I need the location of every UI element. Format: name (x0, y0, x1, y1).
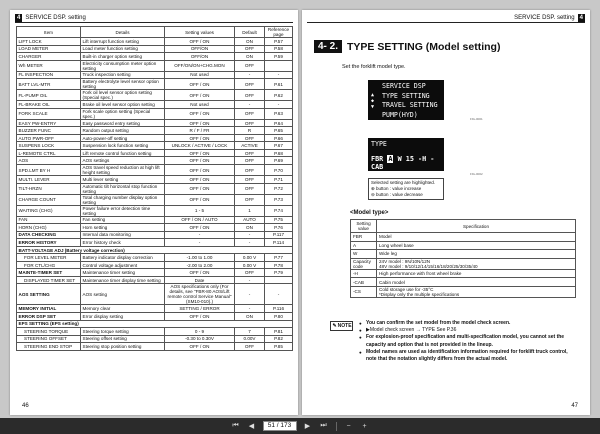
selection-note-line: ⊕ button : value increase (371, 186, 422, 191)
table-cell: P.81 (265, 328, 293, 336)
table-cell: P.64 (265, 119, 293, 127)
service-settings-table (16, 26, 293, 351)
table-cell: OFF / ON (165, 108, 235, 119)
table-row (17, 205, 293, 216)
table-cell: Easy password entry setting (81, 119, 165, 127)
table-cell: OFF (235, 149, 265, 157)
table-cell: FOR LEVEL METER (17, 254, 81, 262)
table-cell: Steering offset setting (81, 335, 165, 343)
model-cell: FBR (351, 233, 377, 242)
table-cell: Multi lever setting (81, 176, 165, 184)
table-cell: - (235, 284, 265, 305)
table-row (17, 183, 293, 194)
last-page-button[interactable]: ⏭ (320, 422, 327, 429)
table-cell: OFF/ON/ON+CHG.MON (165, 60, 235, 71)
table-cell: - (235, 231, 265, 239)
table-cell: -1.00 to 1.00 (165, 254, 235, 262)
table-row (17, 254, 293, 262)
lcd-line: TYPE SETTING (382, 91, 430, 100)
table-row (17, 335, 293, 343)
table-cell: LIFT LOCK (17, 38, 81, 46)
table-cell: P.80 (265, 313, 293, 321)
table-cell: P.63 (265, 108, 293, 119)
table-row (17, 239, 293, 247)
table-cell: DISPLAYED TIMER SET (17, 276, 81, 284)
chapter-title: SERVICE DSP. setting (514, 14, 575, 21)
table-cell: STEERING TORQUE (17, 328, 81, 336)
table-cell: CHARGER (17, 53, 81, 61)
table-cell: OFF (235, 45, 265, 53)
table-row (17, 328, 293, 336)
table-cell: - (265, 284, 293, 305)
table-cell: Not used (165, 71, 235, 79)
table-cell: OFF/ON (165, 45, 235, 53)
table-cell: FL-PUMP OIL (17, 90, 81, 101)
model-cell: Model (377, 233, 576, 242)
table-row (17, 231, 293, 239)
chapter-title: SERVICE DSP. setting (25, 14, 86, 21)
section-number: 4- 2. (314, 40, 342, 53)
lcd-type-title: TYPE (371, 140, 387, 148)
table-cell: P.74 (265, 205, 293, 216)
table-cell: OFF / ON (165, 90, 235, 101)
table-cell: OFF / ON (165, 165, 235, 176)
table-cell: MAINTE-TIMER SET (17, 269, 81, 277)
table-cell: OFF (235, 134, 265, 142)
table-row (17, 276, 293, 284)
table-cell: 0 - 9 (165, 328, 235, 336)
model-cell: Capacity code (351, 258, 377, 269)
lcd-line: SERVICE DSP (382, 82, 426, 90)
prev-page-button[interactable]: ◀ (248, 423, 255, 430)
table-row (17, 149, 293, 157)
model-type-heading: <Model type> (350, 210, 389, 216)
table-cell: - (235, 305, 265, 313)
scroll-marker-icon: ▲ ◆ ▼ (371, 92, 375, 110)
table-cell: P.73 (265, 194, 293, 205)
table-row (17, 320, 293, 328)
table-cell: SPD.LMT BY H (17, 165, 81, 176)
table-cell: P.117 (265, 231, 293, 239)
table-cell: OFF (235, 90, 265, 101)
table-cell: FL-BRAKE OIL (17, 101, 81, 109)
page-indicator-input[interactable]: 51 / 173 (263, 421, 297, 431)
intro-text: Set the forklift model type. (342, 64, 406, 70)
table-cell: P.68 (265, 149, 293, 157)
next-page-button[interactable]: ▶ (304, 423, 311, 430)
table-cell: -2.00 to 2.00 (165, 261, 235, 269)
model-cell: -CS (351, 286, 377, 297)
chapter-number: 4 (579, 14, 583, 21)
lcd-model: FBR (371, 155, 384, 163)
table-row (17, 45, 293, 53)
lcd-service-menu (368, 80, 444, 128)
table-row (17, 127, 293, 135)
table-cell: P.69 (265, 157, 293, 165)
table-cell: OFF (235, 176, 265, 184)
table-cell: P.79 (265, 269, 293, 277)
table-cell: OFF / ON (165, 194, 235, 205)
model-header-cell: Specification (377, 220, 576, 233)
table-cell: FAN (17, 216, 81, 224)
note-list (359, 320, 579, 363)
table-row (17, 157, 293, 165)
table-cell: Battery electrolyte level sensor option setting (81, 79, 165, 90)
table-row (17, 284, 293, 305)
table-cell: - (265, 71, 293, 79)
table-cell: UNLOCK / ACTIVE / LOCK (165, 142, 235, 150)
table-cell: P.70 (265, 165, 293, 176)
table-cell: OFF / ON (165, 176, 235, 184)
model-row (351, 278, 576, 287)
table-cell: MEMORY INITIAL (17, 305, 81, 313)
left-page (10, 10, 298, 415)
lcd-type-value (371, 155, 441, 171)
model-type-table (350, 219, 576, 298)
toolbar-divider (336, 422, 337, 431)
table-cell: Auto-power-off setting (81, 134, 165, 142)
table-row (17, 134, 293, 142)
model-cell: Cabin model (377, 278, 576, 287)
model-cell: 24V model : 9N/10N/12N 48V model : 9/10/12/14/15/16/18/20/25/30/35/40 (377, 258, 576, 269)
table-cell: Load meter function setting (81, 45, 165, 53)
selection-note-line: ⊖ button : value decrease (371, 192, 423, 197)
table-cell: Maintenance timer setting (81, 269, 165, 277)
table-cell: OFF (235, 157, 265, 165)
table-cell: P.75 (265, 216, 293, 224)
table-cell: P.58 (265, 45, 293, 53)
selection-note (368, 178, 444, 200)
table-cell: Fork oil level sensor option setting (Special spec.) (81, 90, 165, 101)
table-header-cell: Item (17, 27, 81, 38)
table-row (17, 142, 293, 150)
table-header-cell: Default (235, 27, 265, 38)
table-cell: AOS setting (81, 284, 165, 305)
table-cell: OFF / ON (165, 343, 235, 351)
table-cell: CHARGE COUNT (17, 194, 81, 205)
table-cell: Brake oil level sensor option setting (81, 101, 165, 109)
table-cell: 0.00 V (235, 254, 265, 262)
table-cell: OFF (235, 194, 265, 205)
note-item: ● ▶Model check screen → TYPE See P.36 (359, 327, 579, 334)
table-cell: OFF / ON (165, 157, 235, 165)
table-cell: L-REMOTE CTRL (17, 149, 81, 157)
table-header-cell: Details (81, 27, 165, 38)
table-cell: ERROR HISTORY (17, 239, 81, 247)
table-row (17, 194, 293, 205)
model-cell: Cold storage use for -35°C *Display only the multiple specifications (377, 286, 576, 297)
section-title (314, 40, 500, 53)
table-cell: ON (235, 224, 265, 232)
table-cell: FL INSPECTION (17, 71, 81, 79)
table-row (17, 71, 293, 79)
table-cell: Wh METER (17, 60, 81, 71)
table-cell: Total charging number display option setting (81, 194, 165, 205)
table-cell: Date (165, 276, 235, 284)
table-cell: Suspension lock function setting (81, 142, 165, 150)
table-cell: AUTO PWR-OFF (17, 134, 81, 142)
model-cell: Wide leg (377, 250, 576, 259)
table-cell: ON (235, 38, 265, 46)
table-cell: SETTING / ERROR (165, 305, 235, 313)
figure-id: FIG-0002 (470, 172, 483, 176)
table-cell: Memory clear (81, 305, 165, 313)
table-cell: OFF (235, 183, 265, 194)
table-cell: - (165, 231, 235, 239)
model-row (351, 233, 576, 242)
table-cell: ERROR DSP SET (17, 313, 81, 321)
table-cell: FORK SCALE (17, 108, 81, 119)
table-cell: DATA CHECKING (17, 231, 81, 239)
table-row (17, 108, 293, 119)
table-cell: 0.00V (235, 335, 265, 343)
model-cell: -CAB (351, 278, 377, 287)
table-cell: Automatic tilt horizontal stop function setting (81, 183, 165, 194)
table-cell: OFF (235, 60, 265, 71)
table-cell: AOS settings (81, 157, 165, 165)
zoom-out-button[interactable]: − (346, 422, 351, 430)
table-cell: BATT LVL-MTR (17, 79, 81, 90)
table-cell: P.61 (265, 79, 293, 90)
table-row (17, 269, 293, 277)
table-cell: Random output setting (81, 127, 165, 135)
table-cell: Control voltage adjustment (81, 261, 165, 269)
table-cell: ON (235, 53, 265, 61)
table-cell: AOS SETTING (17, 284, 81, 305)
table-cell: OFF (235, 269, 265, 277)
table-cell: - (235, 71, 265, 79)
table-cell: P.114 (265, 239, 293, 247)
table-cell: R / F / FR (165, 127, 235, 135)
table-cell: STEERING END STOP (17, 343, 81, 351)
selection-note-line: Selected setting are highlighted. (371, 180, 436, 185)
table-cell: - (235, 239, 265, 247)
table-row (17, 216, 293, 224)
table-cell: ON (235, 313, 265, 321)
table-section-cell: EPS SETTING (EPS setting) (17, 320, 293, 328)
table-row (17, 176, 293, 184)
table-row (17, 305, 293, 313)
note-badge (330, 321, 353, 331)
model-row (351, 258, 576, 269)
table-cell: P.59 (265, 53, 293, 61)
table-cell: Lift interrupt function setting (81, 38, 165, 46)
table-cell: P.82 (265, 335, 293, 343)
table-row (17, 38, 293, 46)
model-cell: Long wheel base (377, 241, 576, 250)
table-section-cell: BATT-VOLTAGE ADJ (Battery voltage correction) (17, 246, 293, 254)
table-cell: OFF / ON (165, 119, 235, 127)
table-cell: OFF / ON (165, 269, 235, 277)
table-row (17, 101, 293, 109)
table-cell: 1 (235, 205, 265, 216)
table-cell: OFF / ON (165, 38, 235, 46)
table-cell: FOR CTL/CHG (17, 261, 81, 269)
table-cell: OFF (235, 165, 265, 176)
table-cell: OFF / ON / AUTO (165, 216, 235, 224)
table-cell: Fan setting (81, 216, 165, 224)
table-cell: Maintenance timer display time setting (81, 276, 165, 284)
left-page-header (15, 13, 293, 23)
table-cell: Steering stop position setting (81, 343, 165, 351)
table-cell: ACTIVE (235, 142, 265, 150)
table-cell: Not used (165, 101, 235, 109)
model-row (351, 286, 576, 297)
table-cell: P.65 (265, 127, 293, 135)
table-cell (265, 276, 293, 284)
table-cell (265, 60, 293, 71)
table-cell: EASY PW-ENTRY (17, 119, 81, 127)
table-cell: OFF / ON (165, 134, 235, 142)
first-page-button[interactable]: ⏮ (232, 422, 239, 429)
table-cell: WAITING (CHG) (17, 205, 81, 216)
model-header-cell: Setting value (351, 220, 377, 233)
table-cell: OFF (235, 119, 265, 127)
lcd-model-rest: W 15 -H -CAB (371, 155, 435, 171)
note-item: ● You can confirm the set model from the model check screen. (359, 320, 579, 327)
note-item: ● For explosion-proof specification and multi-specification model, you cannot set the capacity and option that is not provided in the lineup. (359, 334, 579, 348)
table-header-cell: Setting values (165, 27, 235, 38)
table-row (17, 60, 293, 71)
table-cell: Electricity consumption meter option setting (81, 60, 165, 71)
zoom-in-button[interactable]: + (362, 422, 367, 430)
table-cell: OFF (235, 79, 265, 90)
model-row (351, 250, 576, 259)
table-row (17, 224, 293, 232)
table-row (17, 53, 293, 61)
table-cell: AOS specifications only (For details, see "FBR-80 AOS/Lift remote control Service Manual" (SM10-010).) (165, 284, 235, 305)
table-cell: Internal data monitoring (81, 231, 165, 239)
chapter-number: 4 (17, 14, 21, 21)
table-cell: P.78 (265, 261, 293, 269)
table-row (17, 119, 293, 127)
model-cell: W (351, 250, 377, 259)
lcd-selected-value: A (388, 155, 393, 163)
table-cell: SUSPENS LOCK (17, 142, 81, 150)
table-row (17, 90, 293, 101)
table-cell: P.66 (265, 134, 293, 142)
table-row (17, 79, 293, 90)
table-cell: P.77 (265, 254, 293, 262)
figure-id: FIG-0001 (470, 117, 483, 121)
section-title-text: TYPE SETTING (Model setting) (347, 40, 501, 53)
table-cell: Built-in charger option setting (81, 53, 165, 61)
table-cell: P.57 (265, 38, 293, 46)
table-cell: OFF / ON (165, 313, 235, 321)
table-cell: P.76 (265, 224, 293, 232)
table-cell: P.72 (265, 183, 293, 194)
table-cell: OFF / ON (165, 79, 235, 90)
table-cell: OFF / ON (165, 183, 235, 194)
lcd-line: TRAVEL SETTING (382, 101, 438, 109)
lcd-line: PUMP(HYD) SETTING (382, 110, 418, 128)
lcd-type-screen (368, 138, 444, 171)
table-row (17, 261, 293, 269)
table-cell: Fork scale option setting (Special spec.) (81, 108, 165, 119)
page-number-left: 46 (22, 403, 29, 409)
table-cell: P.71 (265, 176, 293, 184)
model-cell: A (351, 241, 377, 250)
viewer-toolbar (0, 418, 600, 434)
table-cell: Steering torque setting (81, 328, 165, 336)
table-cell: P.67 (265, 142, 293, 150)
table-row (17, 165, 293, 176)
table-cell: OFF / ON (165, 224, 235, 232)
model-cell: High performance with front wheel brake (377, 269, 576, 278)
table-cell: R (235, 127, 265, 135)
table-cell: OFF (235, 108, 265, 119)
table-row (17, 313, 293, 321)
table-header-cell: Reference page (265, 27, 293, 38)
table-row (17, 246, 293, 254)
table-cell: P.62 (265, 90, 293, 101)
table-cell: Battery indicator display correction (81, 254, 165, 262)
table-cell: OFF / ON (165, 149, 235, 157)
table-cell: Error history check (81, 239, 165, 247)
table-cell: - (165, 239, 235, 247)
table-cell: AOS travel speed reduction at high lift height setting (81, 165, 165, 176)
right-page (302, 10, 590, 415)
table-cell: TILT-HRZN (17, 183, 81, 194)
model-row (351, 241, 576, 250)
table-cell: STEERING OFFSET (17, 335, 81, 343)
right-page-header (307, 13, 585, 23)
model-cell: -H (351, 269, 377, 278)
model-row (351, 269, 576, 278)
table-cell: P.85 (265, 343, 293, 351)
table-cell: AUTO (235, 216, 265, 224)
table-cell: 1 - 5 (165, 205, 235, 216)
table-cell: - (265, 101, 293, 109)
note-label: NOTE (337, 323, 352, 329)
table-cell: - (235, 276, 265, 284)
table-cell: 0.00 V (235, 261, 265, 269)
page-number-right: 47 (571, 403, 578, 409)
table-cell: Error display setting (81, 313, 165, 321)
table-cell: LOAD METER (17, 45, 81, 53)
table-cell: OFF/ON (165, 53, 235, 61)
table-cell: MULTI. LEVER (17, 176, 81, 184)
table-cell: OFF (235, 343, 265, 351)
table-cell: HORN (CHG) (17, 224, 81, 232)
table-cell: -0.30 to 0.30V (165, 335, 235, 343)
table-cell: - (235, 101, 265, 109)
table-cell: P.116 (265, 305, 293, 313)
table-cell: AOS (17, 157, 81, 165)
table-cell: Truck inspection setting (81, 71, 165, 79)
table-cell: Power failure error detection time setting (81, 205, 165, 216)
table-row (17, 343, 293, 351)
table-cell: Lift remote control function setting (81, 149, 165, 157)
note-icon: ✎ (332, 323, 337, 329)
table-cell: Horn setting (81, 224, 165, 232)
note-item: ● Model names are used as identification information required for forklift truck control, note that the notation slightly differs from the actual model. (359, 349, 579, 363)
table-cell: BUZZER FUNC (17, 127, 81, 135)
table-cell: 7 (235, 328, 265, 336)
